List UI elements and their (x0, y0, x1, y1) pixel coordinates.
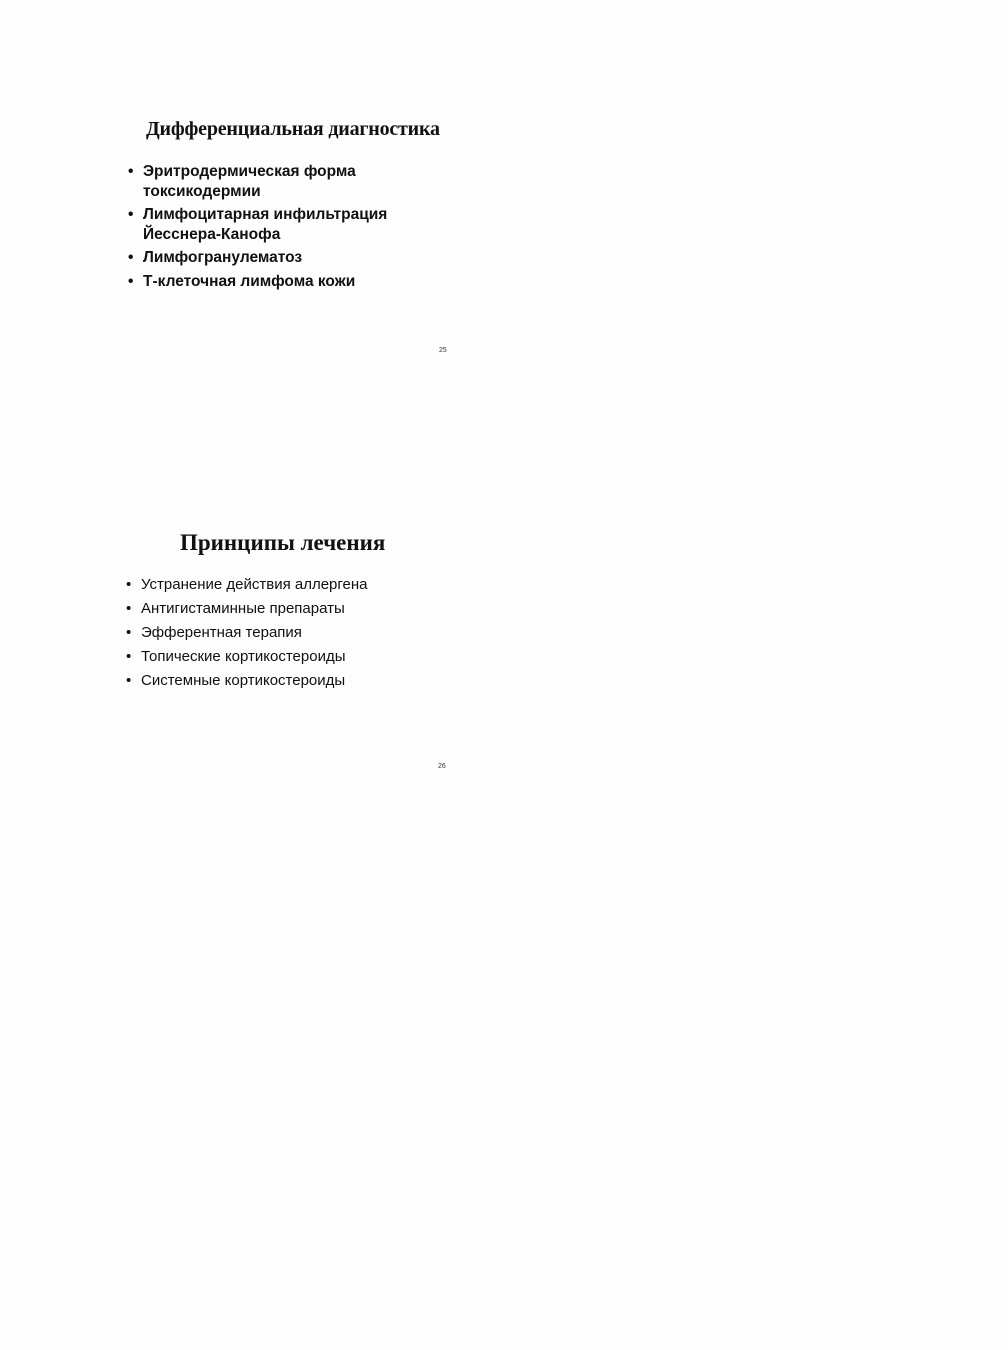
list-item-text: Системные кортикостероиды (141, 672, 346, 689)
list-item-text: Лимфогранулематоз (143, 249, 303, 266)
slide-differential-diagnosis (0, 0, 1008, 420)
slide-title: Принципы лечения (180, 530, 386, 555)
slide-treatment-principles (0, 420, 1008, 840)
bullet-list (128, 162, 448, 295)
bullet-icon: • (126, 672, 132, 689)
list-item (126, 575, 466, 595)
list-item (128, 162, 448, 201)
list-item-text: Топические кортикостероиды (141, 648, 346, 665)
list-item-text: Т-клеточная лимфома кожи (143, 272, 356, 290)
list-item-text: Устранение действия аллергена (141, 576, 368, 593)
bullet-icon: • (126, 624, 132, 641)
bullet-icon: • (128, 272, 134, 290)
bullet-icon: • (126, 576, 132, 593)
list-item-text: Лимфоцитарная инфильтрация Йесснера-Канофа (143, 206, 388, 243)
list-item (126, 599, 466, 619)
bullet-icon: • (128, 206, 134, 223)
bullet-icon: • (126, 600, 132, 617)
page-number: 26 (438, 763, 446, 770)
list-item (128, 272, 448, 292)
bullet-icon: • (128, 249, 134, 266)
slide-title: Дифференциальная диагностика (146, 118, 440, 140)
list-item-text: Эритродермическая форма токсикодермии (143, 163, 356, 200)
list-item (128, 205, 448, 244)
list-item (128, 248, 448, 268)
bullet-icon: • (126, 648, 132, 665)
bullet-icon: • (128, 163, 134, 180)
list-item (126, 647, 466, 667)
list-item (126, 671, 466, 691)
bullet-list (126, 575, 466, 695)
list-item-text: Антигистаминные препараты (141, 600, 345, 617)
list-item-text: Эфферентная терапия (141, 624, 302, 641)
list-item (126, 623, 466, 643)
page-number: 25 (439, 347, 447, 354)
